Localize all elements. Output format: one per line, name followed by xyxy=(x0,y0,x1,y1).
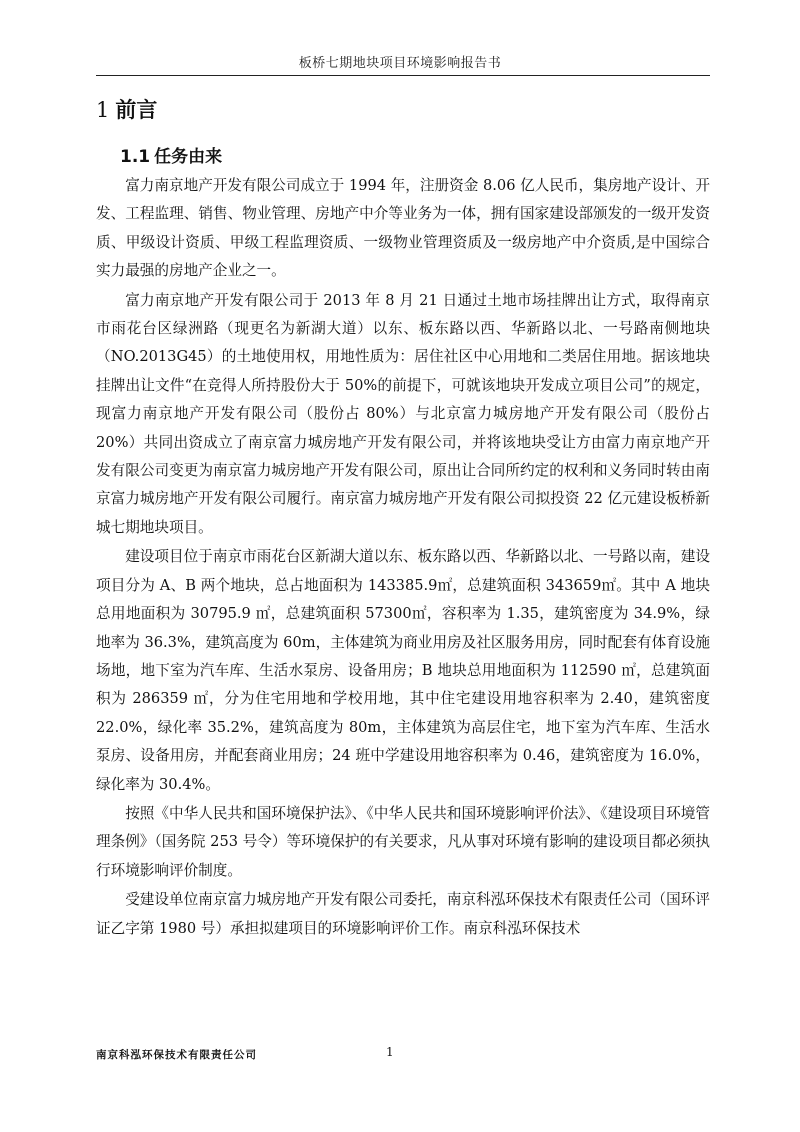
paragraph-land-acquisition: 富力南京地产开发有限公司于 2013 年 8 月 21 日通过土地市场挂牌出让方式，取得南京市雨花台区绿洲路（现更名为新湖大道）以东、板东路以西、华新路以北、一号路南侧地块（NO.2013G45）的土地使用权，用地性质为：居住社区中心用地和二类居住用地。据该地块挂牌出让文件“在竞得人所持股份大于 50%的前提下，可就该地块开发成立项目公司”的规定，现富力南京地产开发有限公司（股份占 80%）与北京富力城房地产开发有限公司（股份占 20%）共同出资成立了南京富力城房地产开发有限公司，并将该地块受让方由富力南京地产开发有限公司变更为南京富力城房地产开发有限公司，原出让合同所约定的权利和义务同时转由南京富力城房地产开发有限公司履行。南京富力城房地产开发有限公司拟投资 22 亿元建设板桥新城七期地块项目。 xyxy=(96,291,710,536)
header-divider xyxy=(96,75,710,76)
body-text xyxy=(96,172,710,944)
subsection-number: 1.1 xyxy=(120,147,151,167)
section-heading xyxy=(96,94,157,124)
footer-company: 南京科泓环保技术有限责任公司 xyxy=(96,1049,257,1061)
running-header: 板桥七期地块项目环境影响报告书 xyxy=(298,56,502,71)
page-number: 1 xyxy=(386,1045,394,1059)
paragraph-project-details: 建设项目位于南京市雨花台区新湖大道以东、板东路以西、华新路以北、一号路以南，建设项目分为 A、B 两个地块，总占地面积为 143385.9㎡，总建筑面积 343659㎡。其中 A 地块总用地面积为 30795.9 ㎡，总建筑面积 57300㎡，容积率为 1.35，建筑密度为 34.9%，绿地率为 36.3%，建筑高度为 60m，主体建筑为商业用房及社区服务用房，同时配套有体育设施场地，地下室为汽车库、生活水泵房、设备用房；B 地块总用地面积为 112590 ㎡，总建筑面积为 286359 ㎡，分为住宅用地和学校用地，其中住宅建设用地容积率为 2.40，建筑密度 22.0%，绿化率 35.2%，建筑高度为 80m，主体建筑为高层住宅，地下室为汽车库、生活水泵房、设备用房，并配套商业用房；24 班中学建设用地容积率为 0.46，建筑密度为 16.0%，绿化率为 30.4%。 xyxy=(96,548,710,793)
subsection-title: 任务由来 xyxy=(154,147,223,167)
paragraph-company-intro: 富力南京地产开发有限公司成立于 1994 年，注册资金 8.06 亿人民币，集房地产设计、开发、工程监理、销售、物业管理、房地产中介等业务为一体，拥有国家建设部颁发的一级开发资质、甲级设计资质、甲级工程监理资质、一级物业管理资质及一级房地产中介资质,是中国综合实力最强的房地产企业之一。 xyxy=(96,177,710,280)
paragraph-commission: 受建设单位南京富力城房地产开发有限公司委托，南京科泓环保技术有限责任公司（国环评证乙字第 1980 号）承担拟建项目的环境影响评价工作。南京科泓环保技术 xyxy=(96,891,710,937)
section-title: 前言 xyxy=(115,98,158,122)
section-number: 1 xyxy=(96,98,110,122)
paragraph-legal-basis: 按照《中华人民共和国环境保护法》、《中华人民共和国环境影响评价法》、《建设项目环境管理条例》（国务院 253 号令）等环境保护的有关要求，凡从事对环境有影响的建设项目都必须执行环境影响评价制度。 xyxy=(96,804,710,879)
subsection-heading xyxy=(120,142,222,167)
